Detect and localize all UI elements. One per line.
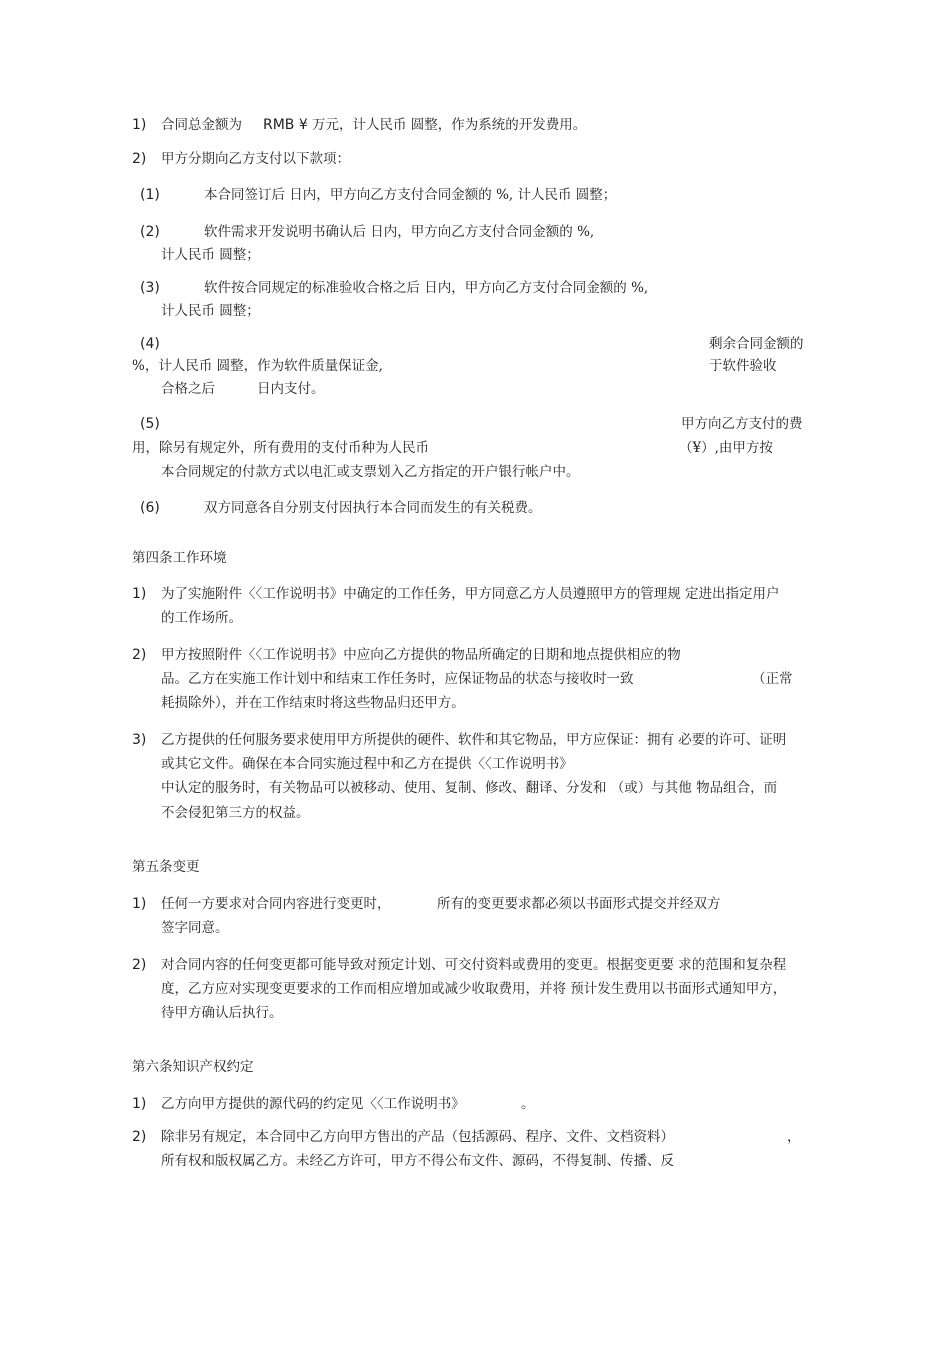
item-number: 1) (132, 117, 147, 133)
subitem-number: (2) (140, 224, 160, 240)
item-text: 合同总金额为 (161, 117, 242, 133)
subitem-text: （¥）,由甲方按 (679, 440, 773, 456)
subitem-text: 双方同意各自分别支付因执行本合同而发生的有关税费。 (204, 500, 542, 516)
subitem-text: 计人民币 圆整； (161, 247, 260, 263)
item-text: 所有的变更要求都必须以书面形式提交并经双方 (437, 896, 721, 912)
subitem-number: (6) (140, 500, 160, 516)
subitem-text: 于软件验收 (709, 358, 777, 374)
item-number: 3) (132, 732, 147, 748)
item-text: 甲方分期向乙方支付以下款项： (161, 151, 350, 167)
item-text: ， (787, 1129, 801, 1145)
item-text: 乙方向甲方提供的源代码的约定见〈〈工作说明书》 (161, 1096, 465, 1112)
item-text: 万元，计人民币 圆整，作为系统的开发费用。 (312, 117, 587, 133)
item-text: 为了实施附件〈〈工作说明书》中确定的工作任务，甲方同意乙方人员遵照甲方的管理规 定进出指定用户 (161, 586, 780, 602)
subitem-text: 软件按合同规定的标准验收合格之后 日内，甲方向乙方支付合同金额的 %, (204, 280, 649, 296)
item-text: 所有权和版权属乙方。未经乙方许可，甲方不得公布文件、源码，不得复制、传播、反 (161, 1153, 674, 1169)
item-text: 待甲方确认后执行。 (161, 1005, 283, 1021)
item-number: 1) (132, 896, 147, 912)
subitem-number: (5) (140, 416, 160, 432)
subitem-text: 用，除另有规定外，所有费用的支付币种为人民币 (132, 440, 429, 456)
item-text: 或其它文件。确保在本合同实施过程中和乙方在提供〈〈工作说明书》 (161, 756, 573, 772)
subitem-number: (4) (140, 336, 160, 352)
item-text: 对合同内容的任何变更都可能导致对预定计划、可交付资料或费用的变更。根据变更要 求的范围和复杂程 (161, 957, 787, 973)
item-number: 1) (132, 586, 147, 602)
subitem-text: 日内支付。 (257, 381, 325, 397)
item-number: 2) (132, 647, 147, 663)
item-text: 不会侵犯第三方的权益。 (161, 805, 310, 821)
item-text: （正常 (752, 671, 793, 687)
subitem-text: 甲方向乙方支付的费 (681, 416, 803, 432)
subitem-text: %，计人民币 圆整，作为软件质量保证金, (132, 358, 383, 374)
subitem-number: (1) (140, 187, 160, 203)
section-heading: 第六条知识产权约定 (132, 1059, 254, 1075)
subitem-text: 本合同签订后 日内，甲方向乙方支付合同金额的 %, 计人民币 圆整； (204, 187, 617, 203)
subitem-text: 计人民币 圆整； (161, 303, 260, 319)
item-number: 2) (132, 957, 147, 973)
item-number: 1) (132, 1096, 147, 1112)
item-number: 2) (132, 151, 147, 167)
currency-text: RMB ¥ (263, 117, 308, 133)
subitem-number: (3) (140, 280, 160, 296)
item-text: 除非另有规定，本合同中乙方向甲方售出的产品（包括源码、程序、文件、文档资料） (161, 1129, 674, 1145)
subitem-text: 本合同规定的付款方式以电汇或支票划入乙方指定的开户银行帐户中。 (161, 464, 580, 480)
item-text: 度，乙方应对实现变更要求的工作而相应增加或减少收取费用，并将 预计发生费用以书面形式通知甲方， (161, 981, 787, 997)
subitem-text: 剩余合同金额的 (709, 336, 804, 352)
item-text: 中认定的服务时，有关物品可以被移动、使用、复制、修改、翻译、分发和 （或）与其他 物品组合，而 (161, 780, 778, 796)
section-heading: 第四条工作环境 (132, 550, 227, 566)
item-text: 甲方按照附件〈〈工作说明书》中应向乙方提供的物品所确定的日期和地点提供相应的物 (161, 647, 681, 663)
subitem-text: 合格之后 (161, 381, 215, 397)
item-text: 品。乙方在实施工作计划中和结束工作任务时，应保证物品的状态与接收时一致 (161, 671, 634, 687)
item-text: 任何一方要求对合同内容进行变更时， (161, 896, 391, 912)
item-text: 的工作场所。 (161, 610, 242, 626)
subitem-text: 软件需求开发说明书确认后 日内，甲方向乙方支付合同金额的 %, (204, 224, 595, 240)
item-text: 乙方提供的任何服务要求使用甲方所提供的硬件、软件和其它物品，甲方应保证：拥有 必要的许可、证明 (161, 732, 787, 748)
item-text: 耗损除外），并在工作结束时将这些物品归还甲方。 (161, 695, 465, 711)
section-heading: 第五条变更 (132, 859, 200, 875)
item-text: 。 (521, 1096, 535, 1112)
item-number: 2) (132, 1129, 147, 1145)
item-text: 签字同意。 (161, 920, 229, 936)
